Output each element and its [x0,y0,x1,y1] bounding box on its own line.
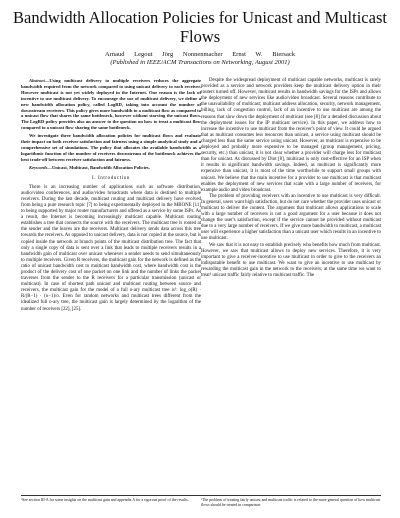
left-column [21,78,201,313]
intro-paragraph-3: The problem of providing receivers with an incentive to use multicast is very difficult. In general, users want high satisfaction, but do not care whether the provider uses unicast or multicast to deliver the content. The argument that multicast allows applications to scale with a large number of receivers is not a good argument for a user because it does not change the user's satisfaction, except if the service cannot be provided without multicast due to a very large number of receivers. If we give more bandwidth to multicast, a multicast user will experience a higher satisfaction than a unicast user which results in an incentive to use multicast. [201,193,381,242]
intro-paragraph-1: There is an increasing number of applications such as software distribution, audio/video conferences, and audio/video broadcasts where data is destined to multiple receivers. During the last decade, multicast routing and multicast delivery have evolved from being a pure research topic [7] to being experimentally deployed in the MBONE [11] to being supported by major router manufacturers and offered as a service by some ISPs. As a result, the Internet is becoming increasingly multicast capable. Multicast routing establishes a tree that connects the source with the receivers. The multicast tree is rooted at the sender and the leaves are the receivers. Multicast delivery sends data across this tree towards the receivers. As opposed to unicast delivery, data is not copied at the source, but is copied inside the network at branch points of the multicast distribution tree. The fact that only a single copy of data is sent over a link that leads to multiple receivers results in a bandwidth gain of multicast over unicast whenever a sender needs to send simultaneously to multiple receivers. Given R receivers, the multicast gain for the network is defined as the ratio of unicast bandwidth cost to multicast bandwidth cost, where bandwidth cost is the product of the delivery cost of one packet on one link and the number of links the packet traverses from the sender to the R receivers for a particular transmission (unicast or multicast). In case of shortest path unicast and multicast routing between source and receivers, the multicast gain for the model of a full o-ary multicast tree is¹: log_o(R) · R/(R−1) · (o−1)/o. Even for random networks and multicast trees different from the idealized full o-ary tree, the multicast gain is largely determined by the logarithm of the number of receivers [22], [25]. [21,184,201,312]
author-list: Arnaud Legout Jörg Nonnenmacher Ernst W. Biersack [105,51,295,58]
section-heading: I. Introduction [92,175,130,181]
footnote-left: ¹See section III-A for some insights on the multicast gain and appendix A for a rigorous proof of the results. [21,495,201,503]
abstract [21,78,201,131]
keywords [21,165,201,171]
publication-note: (Published in IEEE/ACM Transactions on Networking, August 2001) [110,59,290,66]
keywords-text: Unicast, Multicast, Bandwidth Allocation Policies. [51,164,150,170]
abstract-label: Abstract— [29,78,50,83]
intro-paragraph-4: We saw that it is not easy to establish precisely who benefits how much from multicast. However, we saw that multicast allows to deploy new services. Therefore, it is very important to give a receiver-incentive to use multicast in order to give to the receivers an indisputable benefit to use multicast. We want to give an incentive to use multicast by rewarding the multicast gain in the network to the receivers; at the same time we want to treat² unicast traffic fairly relative to multicast traffic. The [201,242,381,278]
abstract-text: Using multicast delivery to multiple receivers reduces the aggregate bandwidth required from the network compared to using unicast delivery to each receiver. However multicast is not yet widely deployed in the Internet. One reason is the lack of incentive to use multicast delivery. To encourage the use of multicast delivery, we define a new bandwidth allocation policy, called LogRD, taking into account the number of downstream receivers. This policy gives more bandwidth to a multicast flow as compared to a unicast flow that shares the same bottleneck, however without starving the unicast flows. The LogRD policy provides also an answer to the question on how to treat a multicast flow compared to a unicast flow sharing the same bottleneck. [21,78,201,131]
footnote-right: ²The problem of treating fairly unicast and multicast traffic is related to the more general question of how multicast flows should be treated in comparison [201,495,381,508]
right-column [201,78,381,279]
keywords-label: Keywords— [29,164,52,170]
intro-paragraph-2: Despite the widespread deployment of multicast capable networks, multicast is rarely provided as a service and network providers keep the multicast delivery option in their routers turned off. However, multicast results in bandwidth savings for the ISPs and allows the deployment of new services like audio/video broadcast. Several reasons contribute to the unavailability of multicast; multicast address allocation, security, network management, billing, lack of congestion control, lack of an incentive to use multicast are among the reasons that slow down the deployment of multicast (see [8] for a detailed discussion about the deployment issues for the IP multicast service). In this paper, we address how to increase the incentive to use multicast from the receiver's point of view. It could be argued that as multicast consumes less resources than unicast, a service using multicast should be charged less than the same service using unicast. However, as multicast is expensive to be deployed and probably more expensive to be managed (group management, pricing, security, etc.) than unicast, it is not clear whether a provider will charge less for multicast than for unicast. As discussed by Diot [8], multicast is only cost-effective for an ISP when it results in significant bandwidth savings. Indeed, as multicast is significantly more expensive than unicast, it is most of the time worthwhile to support small groups with unicast. We believe that the main incentive for a provider to use multicast is that multicast enables the deployment of new services that scale with a large number of receivers, for example audio and video broadcast. [201,78,381,193]
abstract-paragraph-2: We investigate three bandwidth allocation policies for multicast flows and evaluate their impact on both receiver satisfaction and fairness using a simple analytical study and a comprehensive set of simulations. The policy that allocates the available bandwidth as a logarithmic function of the number of receivers downstream of the bottleneck achieves the best trade-off between receiver satisfaction and fairness. [21,133,201,162]
paper-title: Bandwidth Allocation Policies for Unicast and Multicast Flows [13,8,387,46]
